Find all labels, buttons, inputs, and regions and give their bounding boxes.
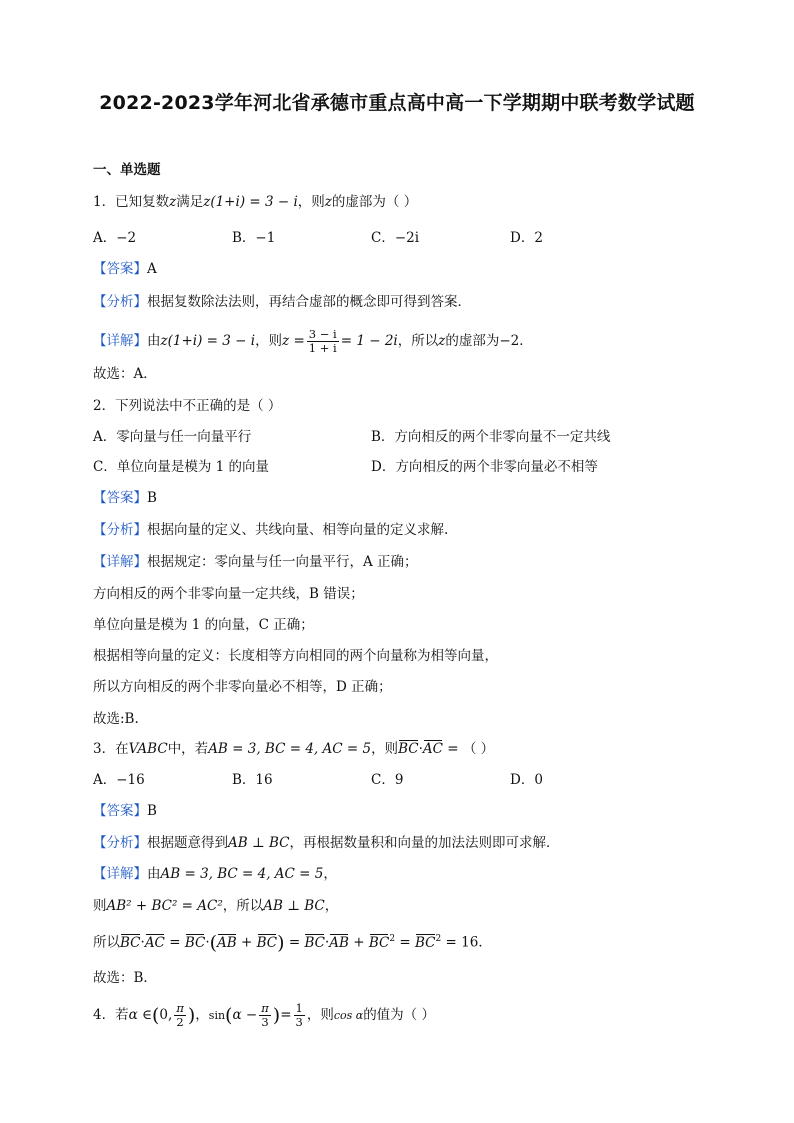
q1-fraction-num: 3 − i xyxy=(308,327,337,341)
q1-option-d: D．2 xyxy=(510,230,543,246)
q3-dot: · xyxy=(418,741,423,757)
q4-three2: 3 xyxy=(295,1015,303,1029)
q2-analysis-text: 根据向量的定义、共线向量、相等向量的定义求解. xyxy=(147,522,449,538)
q1-option-b: B．−1 xyxy=(232,230,276,246)
q4-pi2: π xyxy=(261,1001,269,1015)
q3-vec-bc: BC xyxy=(184,934,206,951)
q1-detail-text4: 的虚部为 xyxy=(445,333,500,349)
q3-line2-math: AB ⊥ BC xyxy=(263,898,325,914)
q3-stem-text3: ，则 xyxy=(371,741,399,757)
q2-detail-text-1: 根据规定：零向量与任一向量平行，A 正确； xyxy=(147,554,418,570)
q1-answer-value: A xyxy=(147,261,157,277)
q3-line2-text3: ， xyxy=(324,898,339,914)
q1-detail-eq: z(1+i) = 3 − i xyxy=(160,333,256,349)
q3-dot: · xyxy=(140,934,145,951)
q4-one-third xyxy=(294,1002,305,1029)
q1-detail-text: 由 xyxy=(147,333,161,349)
q1-detail-text2: ，则 xyxy=(255,333,283,349)
q3-square: 2 xyxy=(389,934,396,944)
q1-analysis xyxy=(93,292,471,312)
q3-square: 2 xyxy=(435,934,442,944)
q1-stem xyxy=(93,192,417,212)
q4-pi-third xyxy=(259,1002,271,1029)
q3-answer xyxy=(93,801,157,821)
q3-analysis xyxy=(93,833,559,853)
q2-option-d: D．方向相反的两个非零向量必不相等 xyxy=(371,459,598,475)
q2-detail-2: 方向相反的两个非零向量一定共线，B 错误； xyxy=(93,586,364,602)
q3-vec-bc: BC xyxy=(415,934,436,951)
q2-detail-5: 所以方向相反的两个非零向量必不相等，D 正确； xyxy=(93,679,392,695)
q1-var: z xyxy=(169,194,177,210)
q1-detail-value: −2 xyxy=(499,333,520,349)
q1-fraction xyxy=(307,328,339,355)
q4-alpha-minus: α − xyxy=(232,1007,258,1023)
q3-result: = 16 xyxy=(441,934,479,951)
q4-open-paren2: ( xyxy=(225,1004,233,1027)
q2-analysis xyxy=(93,520,448,540)
q4-stem-text: 4．若 xyxy=(93,1007,129,1023)
q3-stem-text: 3．在 xyxy=(93,741,129,757)
q4-two: 2 xyxy=(176,1015,184,1029)
q4-one: 1 xyxy=(295,1001,303,1015)
q1-detail-var: z xyxy=(438,333,446,349)
q1-answer xyxy=(93,259,157,279)
q2-conclusion: 故选:B. xyxy=(93,711,139,727)
q1-detail-result: = 1 − 2i xyxy=(340,333,398,349)
answer-tag: 【答案】 xyxy=(93,490,147,506)
q3-line2-text: 则 xyxy=(93,898,107,914)
q1-equation: z(1+i) = 3 − i xyxy=(203,194,298,210)
q4-pi-half xyxy=(174,1002,186,1029)
analysis-tag: 【分析】 xyxy=(93,294,147,310)
q3-vec-bc: BC xyxy=(256,934,278,951)
detail-tag: 【详解】 xyxy=(93,554,147,570)
q3-detail-condition: AB = 3, BC = 4, AC = 5 xyxy=(160,866,324,882)
q3-vector-ac: AC xyxy=(422,741,443,757)
q3-vec-bc: BC xyxy=(120,934,141,951)
page-title: 2022-2023学年河北省承德市重点高中高一下学期期中联考数学试题 xyxy=(99,92,695,114)
analysis-tag: 【分析】 xyxy=(93,522,147,538)
q2-option-a: A．零向量与任一向量平行 xyxy=(93,429,252,445)
q2-option-c: C．单位向量是模为 1 的向量 xyxy=(93,459,270,475)
q3-vec-bc: BC xyxy=(304,934,325,951)
q4-pi: π xyxy=(176,1001,184,1015)
q4-close-paren2: ) xyxy=(272,1004,281,1027)
q2-detail-1 xyxy=(93,552,418,572)
q3-end: ． xyxy=(478,934,492,951)
q3-detail-1 xyxy=(93,864,337,884)
answer-tag: 【答案】 xyxy=(93,261,147,277)
q3-vec-ac: AC xyxy=(144,934,165,951)
q3-stem-text4: = （ ） xyxy=(442,741,495,757)
q1-option-c: C．−2i xyxy=(371,230,420,246)
q3-line2-equation: AB² + BC² = AC² xyxy=(106,898,223,914)
q1-option-a: A．−2 xyxy=(93,230,137,246)
q2-option-b: B．方向相反的两个非零向量不一定共线 xyxy=(371,429,611,445)
q1-analysis-text: 根据复数除法法则，再结合虚部的概念即可得到答案． xyxy=(147,294,471,310)
q3-vector-bc: BC xyxy=(398,741,419,757)
q3-detail-3: 所以$BC\cdot AC = BC\cdot(AB + BC) = BC\cdot AB + BC^2 = BC^2 = 16$． xyxy=(93,932,492,954)
q4-stem xyxy=(93,1000,435,1031)
q1-stem-text: 1．已知复数 xyxy=(93,194,170,210)
q3-dot: · xyxy=(205,934,210,951)
q4-zero: 0, xyxy=(159,1007,173,1023)
q4-cos: cos α xyxy=(333,1009,364,1022)
q4-sin: sin xyxy=(208,1009,226,1022)
q1-conclusion: 故选：A． xyxy=(93,366,157,382)
q1-var2: z xyxy=(324,194,332,210)
analysis-tag: 【分析】 xyxy=(93,835,147,851)
q2-answer-value: B xyxy=(147,490,157,506)
q3-vec-bc: BC xyxy=(368,934,390,951)
q3-option-d: D．0 xyxy=(510,772,543,788)
q1-fraction-den: 1 + i xyxy=(308,341,337,355)
q3-dot: · xyxy=(324,934,330,951)
q3-conclusion: 故选：B． xyxy=(93,970,157,986)
detail-tag: 【详解】 xyxy=(93,333,147,349)
q1-stem-text4: 的虚部为（ ） xyxy=(331,194,418,210)
q1-detail-z: z = xyxy=(282,333,305,349)
q3-line3-text: 所以 xyxy=(93,934,120,951)
q4-open-paren: ( xyxy=(152,1004,160,1027)
answer-tag: 【答案】 xyxy=(93,803,147,819)
q4-three: 3 xyxy=(261,1015,269,1029)
q3-analysis-text2: ，再根据数量积和向量的加法法则即可求解． xyxy=(289,835,560,851)
q2-stem: 2．下列说法中不正确的是（ ） xyxy=(93,398,282,414)
q3-vec-ab: AB xyxy=(329,934,349,951)
q3-vec-ab: AB xyxy=(217,934,237,951)
section-heading: 一、单选题 xyxy=(93,162,161,178)
q3-analysis-math: AB ⊥ BC xyxy=(228,835,290,851)
q1-detail-text3: ，所以 xyxy=(397,333,439,349)
q3-stem xyxy=(93,739,494,759)
q3-equals: = xyxy=(164,934,185,951)
q4-alpha: α ∈ xyxy=(128,1007,152,1023)
q1-stem-text2: 满足 xyxy=(176,194,204,210)
q4-stem-text2: ，则 xyxy=(306,1007,334,1023)
q3-stem-text2: 中，若 xyxy=(167,741,209,757)
q2-detail-3: 单位向量是模为 1 的向量，C 正确； xyxy=(93,617,314,633)
q3-detail-text: 由 xyxy=(147,866,161,882)
q4-stem-text3: 的值为（ ） xyxy=(363,1007,435,1023)
q4-equals: = xyxy=(280,1007,292,1023)
q3-option-b: B．16 xyxy=(232,772,273,788)
q3-condition: AB = 3, BC = 4, AC = 5 xyxy=(208,741,372,757)
q3-equals: = xyxy=(284,934,305,951)
q3-analysis-text: 根据题意得到 xyxy=(147,835,228,851)
q1-detail xyxy=(93,326,533,356)
q3-plus: + xyxy=(236,934,257,951)
q2-detail-4: 根据相等向量的定义：长度相等方向相同的两个向量称为相等向量， xyxy=(93,648,498,664)
q4-close-paren: ) xyxy=(187,1004,196,1027)
q1-stem-text3: ，则 xyxy=(297,194,325,210)
q3-plus: + xyxy=(348,934,369,951)
q3-option-c: C．9 xyxy=(371,772,404,788)
q4-sep: ， xyxy=(195,1007,209,1023)
q3-option-a: A．−16 xyxy=(93,772,145,788)
q3-detail-2 xyxy=(93,896,338,916)
q3-detail-text2: ， xyxy=(323,866,337,882)
q3-equals: = xyxy=(395,934,416,951)
q1-detail-end: ． xyxy=(519,333,533,349)
q3-answer-value: B xyxy=(147,803,157,819)
q2-answer xyxy=(93,488,157,508)
q3-triangle: VABC xyxy=(128,741,168,757)
detail-tag: 【详解】 xyxy=(93,866,147,882)
q3-line2-text2: ，所以 xyxy=(222,898,264,914)
